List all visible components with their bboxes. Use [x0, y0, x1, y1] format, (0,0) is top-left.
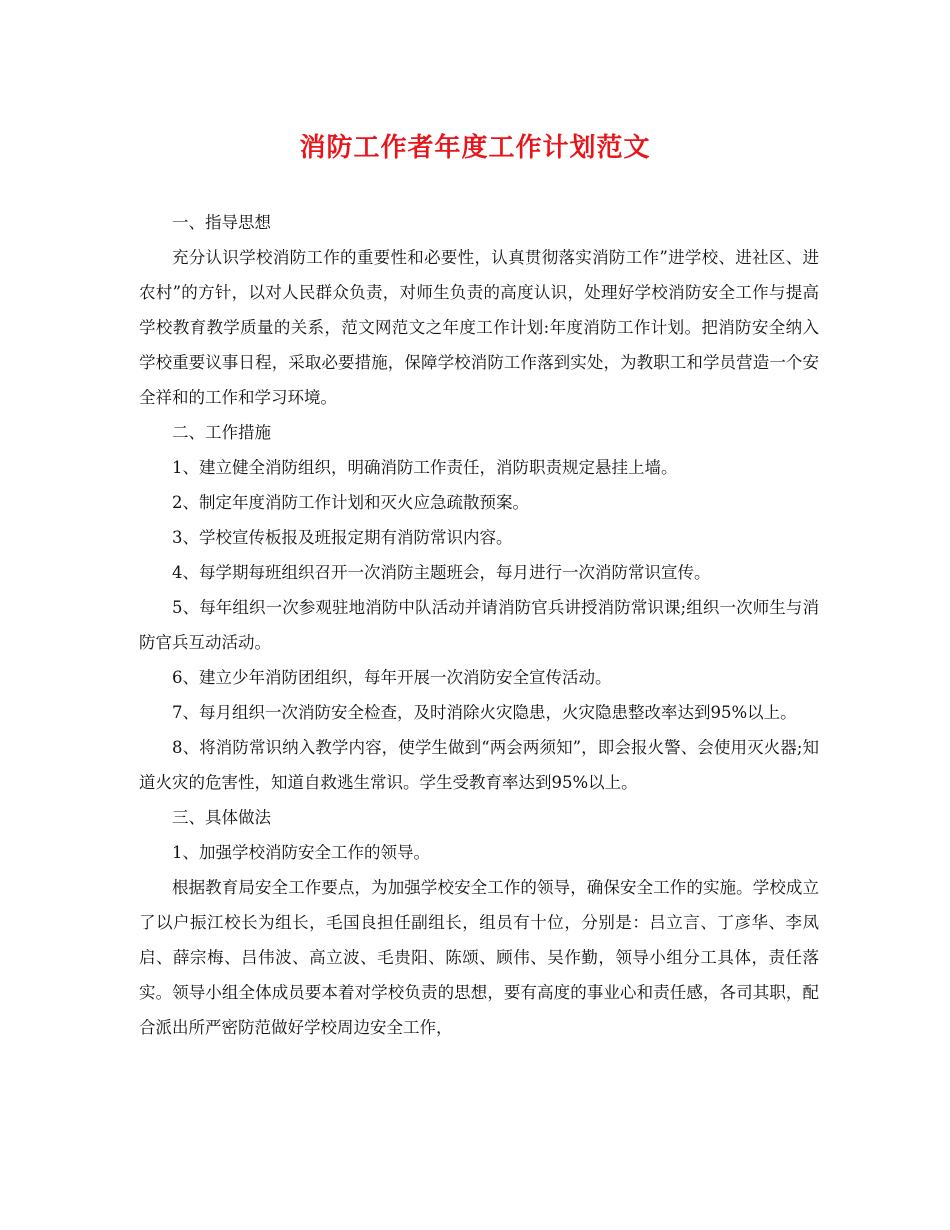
section-heading-2: 二、工作措施	[172, 423, 271, 442]
section-heading-1: 一、指导思想	[172, 213, 271, 232]
measure-item-7: 7、每月组织一次消防安全检查，及时消除火灾隐患，火灾隐患整改率达到95%以上。	[172, 703, 797, 722]
practice-item-1: 1、加强学校消防安全工作的领导。	[172, 843, 430, 862]
document-body	[139, 205, 819, 1045]
measure-item-3: 3、学校宣传板报及班报定期有消防常识内容。	[172, 528, 513, 547]
measure-item-6: 6、建立少年消防团组织，每年开展一次消防安全宣传活动。	[172, 668, 612, 687]
document-title: 消防工作者年度工作计划范文	[299, 133, 651, 163]
measure-item-8: 8、将消防常识纳入教学内容，使学生做到“两会两须知”，即会报火警、会使用灭火器;知道火灾的危害性，知道自救逃生常识。学生受教育率达到95%以上。	[139, 738, 819, 792]
measure-item-5: 5、每年组织一次参观驻地消防中队活动并请消防官兵讲授消防常识课;组织一次师生与消防官兵互动活动。	[139, 598, 819, 652]
section-heading-3: 三、具体做法	[172, 808, 271, 827]
measure-item-2: 2、制定年度消防工作计划和灭火应急疏散预案。	[172, 493, 529, 512]
paragraph-guiding-thought: 充分认识学校消防工作的重要性和必要性，认真贯彻落实消防工作”进学校、进社区、进农村”的方针，以对人民群众负责，对师生负责的高度认识，处理好学校消防安全工作与提高学校教育教学质量的关系，范文网范文之年度工作计划:年度消防工作计划。把消防安全纳入学校重要议事日程，采取必要措施，保障学校消防工作落到实处，为教职工和学员营造一个安全祥和的工作和学习环境。	[139, 248, 819, 407]
paragraph-leadership: 根据教育局安全工作要点，为加强学校安全工作的领导，确保安全工作的实施。学校成立了以户振江校长为组长，毛国良担任副组长，组员有十位，分别是：吕立言、丁彦华、李凤启、薛宗梅、吕伟波、高立波、毛贵阳、陈颂、顾伟、吴作勤，领导小组分工具体，责任落实。领导小组全体成员要本着对学校负责的思想，要有高度的事业心和责任感，各司其职，配合派出所严密防范做好学校周边安全工作，	[139, 878, 819, 1037]
measure-item-1: 1、建立健全消防组织，明确消防工作责任，消防职责规定悬挂上墙。	[172, 458, 678, 477]
measure-item-4: 4、每学期每班组织召开一次消防主题班会，每月进行一次消防常识宣传。	[172, 563, 711, 582]
